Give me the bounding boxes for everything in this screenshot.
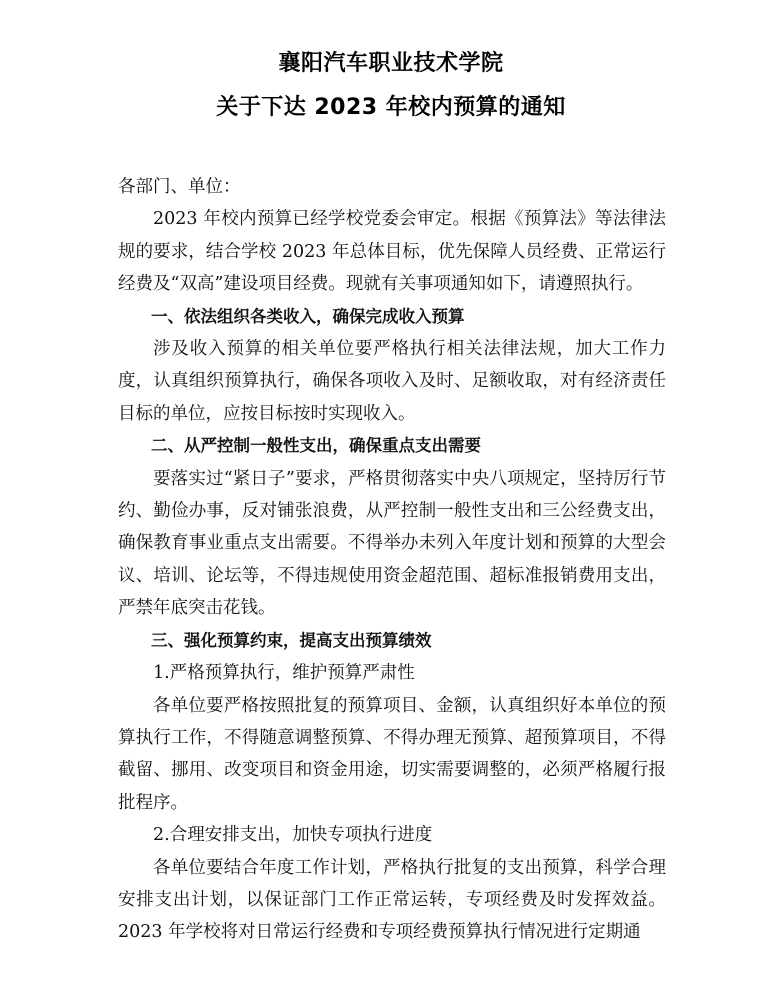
section-3-sub-2-heading: 2.合理安排支出，加快专项执行进度 [153, 825, 433, 846]
section-3-sub-2-paragraph: 各单位要结合年度工作计划，严格执行批复的支出预算，科学合理安排支出计划，以保证部门工作正常运转，专项经费及时发挥效益。2023 年学校将对日常运行经费和专项经费预算执行情况进行定期通 [118, 857, 666, 943]
section-3-sub-1-paragraph: 各单位要严格按照批复的预算项目、金额，认真组织好本单位的预算执行工作，不得随意调整预算、不得办理无预算、超预算项目，不得截留、挪用、改变项目和资金用途，切实需要调整的，必须严格履行报批程序。 [118, 695, 666, 813]
school-name-title: 襄阳汽车职业技术学院 [278, 51, 504, 76]
notice-body [118, 171, 666, 949]
section-2-heading: 二、从严控制一般性支出，确保重点支出需要 [151, 436, 481, 456]
section-2-paragraph: 要落实过“紧日子”要求，严格贯彻落实中央八项规定，坚持厉行节约、勤俭办事，反对铺张浪费，从严控制一般性支出和三公经费支出，确保教育事业重点支出需要。不得举办未列入年度计划和预算的大型会议、培训、论坛等，不得违规使用资金超范围、超标准报销费用支出，严禁年底突击花钱。 [118, 468, 666, 619]
salutation: 各部门、单位： [118, 177, 241, 197]
section-3-heading: 三、强化预算约束，提高支出预算绩效 [151, 630, 432, 650]
intro-paragraph: 2023 年校内预算已经学校党委会审定。根据《预算法》等法律法规的要求，结合学校 2023 年总体目标，优先保障人员经费、正常运行经费及“双高”建设项目经费。现就有关事项通知如下，请遵照执行。 [118, 209, 666, 295]
section-3-sub-1-heading: 1.严格预算执行，维护预算严肃性 [153, 663, 415, 684]
section-1-paragraph: 涉及收入预算的相关单位要严格执行相关法律法规，加大工作力度，认真组织预算执行，确保各项收入及时、足额收取，对有经济责任目标的单位，应按目标按时实现收入。 [118, 339, 666, 424]
section-1-heading: 一、依法组织各类收入，确保完成收入预算 [151, 306, 465, 326]
notice-title: 关于下达 2023 年校内预算的通知 [216, 95, 566, 120]
